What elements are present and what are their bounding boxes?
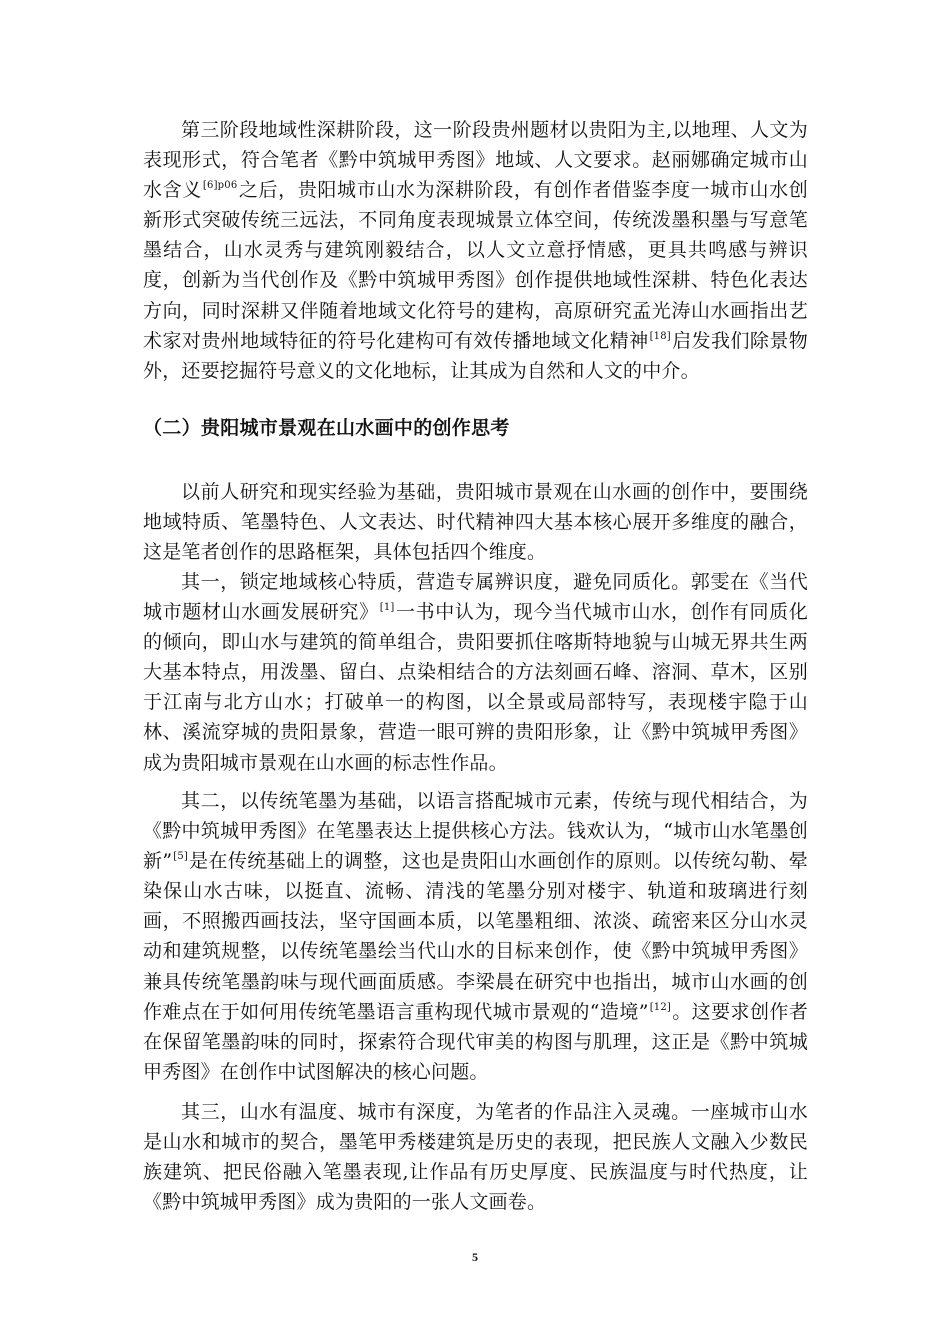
- citation: [6]p06: [202, 180, 238, 192]
- paragraph-text: 其三，山水有温度、城市有深度，为笔者的作品注入灵魂。一座城市山水是山水和城市的契合，墨笔甲秀楼建筑是历史的表现，把民族人文融入少数民族建筑、把民俗融入笔墨表现,让作品有历史厚度、民族温度与时代热度，让《黔中筑城甲秀图》成为贵阳的一张人文画卷。: [143, 1101, 808, 1214]
- section-heading: （二）贵阳城市景观在山水画中的创作思考: [143, 417, 510, 439]
- citation: [1]: [379, 602, 395, 614]
- paragraph-point-two: [143, 786, 808, 1087]
- paragraph-text: 启发我们除景物外，还要挖掘符号意义的文化地标，让其成为自然和人文的中介。: [143, 329, 809, 382]
- paragraph-point-one: [143, 567, 808, 778]
- paragraph-text: 。这要求创作者在保留笔墨韵味的同时，探索符合现代审美的构图与肌理，这正是《黔中筑城甲秀图》在创作中试图解决的核心问题。: [143, 1000, 808, 1083]
- paragraph-framework: [143, 477, 808, 567]
- paragraph-text: 之后，贵阳城市山水为深耕阶段，有创作者借鉴李度一城市山水创新形式突破传统三远法，不同角度表现城景立体空间，传统泼墨积墨与写意笔墨结合，山水灵秀与建筑刚毅结合，以人文立意抒情感，更具共鸣感与辨识度，创新为当代创作及《黔中筑城甲秀图》创作提供地域性深耕、特色化表达方向，同时深耕又伴随着地域文化符号的建构，高原研究孟光涛山水画指出艺术家对贵州地域特征的符号化建构可有效传播地域文化精神: [143, 179, 808, 352]
- page-number: 5: [472, 1250, 478, 1264]
- citation: [12]: [649, 1001, 672, 1013]
- paragraph-text: 一书中认为，现今当代城市山水，创作有同质化的倾向，即山水与建筑的简单组合，贵阳要抓住喀斯特地貌与山城无界共生两大基本特点，用泼墨、留白、点染相结合的方法刻画石峰、溶洞、草木，区别于江南与北方山水；打破单一的构图，以全景或局部特写，表现楼宇隐于山林、溪流穿城的贵阳景象，营造一眼可辨的贵阳形象，让《黔中筑城甲秀图》成为贵阳城市景观在山水画的标志性作品。: [143, 601, 809, 774]
- paragraph-text: 第三阶段地域性深耕阶段，这一阶段贵州题材以贵阳为主,以地理、人文为表现形式，符合笔者《黔中筑城甲秀图》地域、人文要求。赵丽娜确定城市山水含义: [143, 119, 808, 202]
- paragraph-text: 其二，以传统笔墨为基础，以语言搭配城市元素，传统与现代相结合，为《黔中筑城甲秀图》在笔墨表达上提供核心方法。钱欢认为，“城市山水笔墨创新”: [143, 790, 808, 873]
- paragraph-text: 是在传统基础上的调整，这也是贵阳山水画创作的原则。以传统勾勒、晕染保山水古味，以挺直、流畅、清浅的笔墨分别对楼宇、轨道和玻璃进行刻画，不照搬西画技法，坚守国画本质，以笔墨粗细、浓淡、疏密来区分山水灵动和建筑规整，以传统笔墨绘当代山水的目标来创作，使《黔中筑城甲秀图》兼具传统笔墨韵味与现代画面质感。李梁晨在研究中也指出，城市山水画的创作难点在于如何用传统笔墨语言重构现代城市景观的“造境”: [143, 850, 808, 1023]
- citation: [5]: [173, 851, 189, 863]
- paragraph-text: 其一，锁定地域核心特质，营造专属辨识度，避免同质化。郭雯在《当代城市题材山水画发展研究》: [143, 571, 808, 624]
- citation: [18]: [649, 330, 671, 342]
- paragraph-point-three: [143, 1097, 808, 1217]
- paragraph-text: 以前人研究和现实经验为基础，贵阳城市景观在山水画的创作中，要围绕地域特质、笔墨特色、人文表达、时代精神四大基本核心展开多维度的融合，这是笔者创作的思路框架，具体包括四个维度。: [143, 481, 808, 564]
- paragraph-third-stage: [143, 115, 808, 386]
